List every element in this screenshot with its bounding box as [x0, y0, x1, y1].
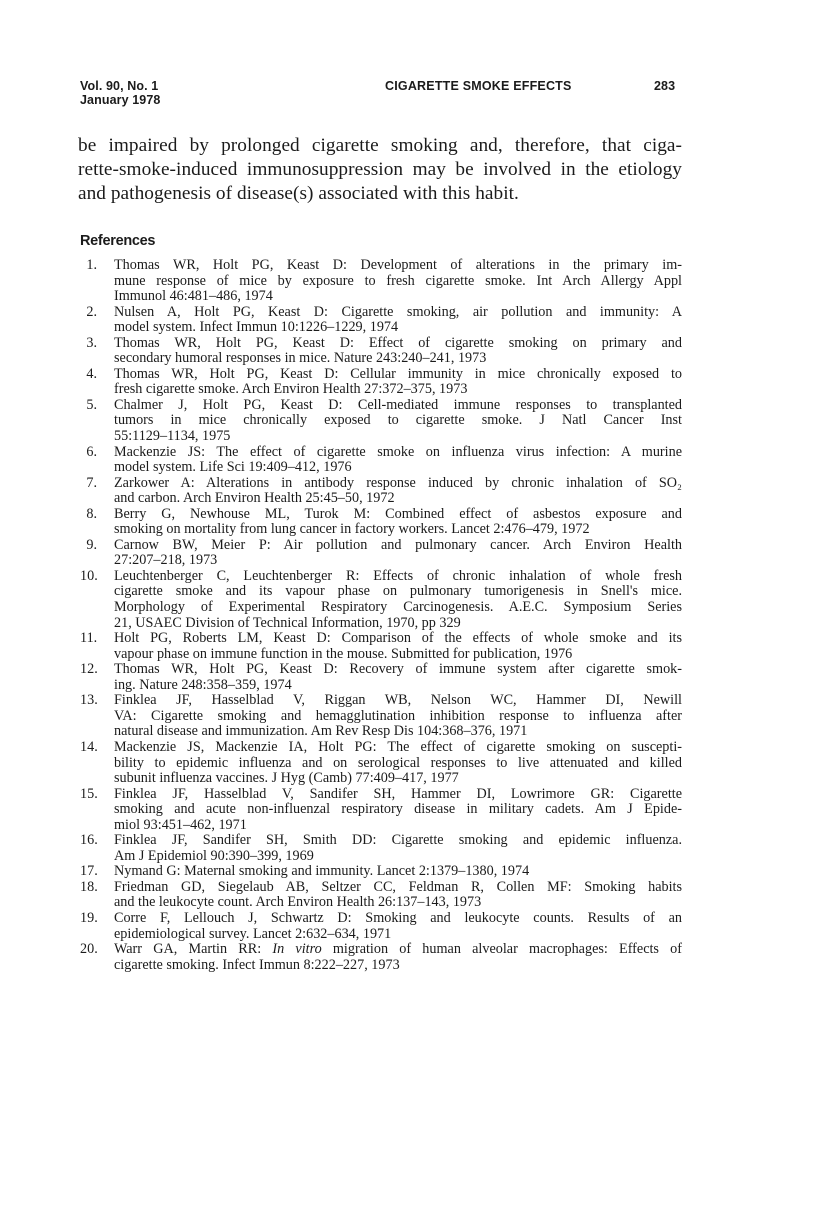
- reference-line: Finklea JF, Hasselblad V, Riggan WB, Nelson WC, Hammer DI, Newill: [114, 692, 682, 709]
- reference-line: 55:1129–1134, 1975: [114, 428, 231, 445]
- reference-line: smoking and acute non-influenzal respiratory disease in military cadets. Am J Epide-: [114, 801, 682, 818]
- reference-text: [114, 942, 682, 973]
- reference-number: 19.: [80, 909, 98, 926]
- reference-number: 15.: [80, 785, 98, 802]
- reference-item: [80, 631, 682, 662]
- reference-number: 4.: [86, 365, 97, 382]
- reference-line: natural disease and immunization. Am Rev Resp Dis 104:368–376, 1971: [114, 723, 528, 740]
- reference-text: [114, 880, 682, 911]
- intro-paragraph: [78, 134, 682, 206]
- reference-line: Friedman GD, Siegelaub AB, Seltzer CC, Feldman R, Collen MF: Smoking habits: [114, 878, 682, 895]
- reference-line: Holt PG, Roberts LM, Keast D: Comparison of the effects of whole smoke and its: [114, 630, 682, 647]
- reference-text: [114, 833, 682, 864]
- reference-item: [80, 507, 682, 538]
- reference-number: 7.: [86, 474, 97, 491]
- reference-line: Carnow BW, Meier P: Air pollution and pulmonary cancer. Arch Environ Health: [114, 536, 682, 553]
- reference-text: [114, 367, 682, 398]
- reference-item: [80, 911, 682, 942]
- reference-line: Am J Epidemiol 90:390–399, 1969: [114, 847, 314, 864]
- reference-text: [114, 787, 682, 834]
- intro-line: and pathogenesis of disease(s) associated with this habit.: [78, 183, 519, 204]
- reference-line: and carbon. Arch Environ Health 25:45–50, 1972: [114, 490, 395, 507]
- reference-number: 20.: [80, 941, 98, 958]
- reference-line: Immunol 46:481–486, 1974: [114, 288, 273, 305]
- reference-text: [114, 911, 682, 942]
- reference-line: Thomas WR, Holt PG, Keast D: Recovery of immune system after cigarette smok-: [114, 661, 682, 678]
- reference-item: [80, 398, 682, 445]
- reference-line: Thomas WR, Holt PG, Keast D: Cellular immunity in mice chronically exposed to: [114, 365, 682, 382]
- reference-item: [80, 833, 682, 864]
- reference-item: [80, 693, 682, 740]
- reference-number: 14.: [80, 738, 98, 755]
- page-number: 283: [654, 79, 676, 93]
- reference-number: 11.: [80, 630, 98, 647]
- references-heading: References: [80, 233, 156, 249]
- reference-number: 8.: [86, 505, 97, 522]
- reference-line: subunit influenza vaccines. J Hyg (Camb) 77:409–417, 1977: [114, 770, 459, 787]
- reference-line: cigarette smoking. Infect Immun 8:222–227, 1973: [114, 956, 400, 973]
- reference-line: 27:207–218, 1973: [114, 552, 218, 569]
- reference-line: Warr GA, Martin RR: In vitro migration of human alveolar macrophages: Effects of: [114, 941, 682, 958]
- volume-issue: Vol. 90, No. 1: [80, 79, 159, 93]
- reference-line: Zarkower A: Alterations in antibody response induced by chronic inhalation of SO₂: [114, 474, 682, 491]
- reference-line: VA: Cigarette smoking and hemagglutination inhibition response to influenza after: [114, 707, 682, 724]
- reference-text: [114, 538, 682, 569]
- reference-line: model system. Life Sci 19:409–412, 1976: [114, 459, 352, 476]
- reference-item: [80, 538, 682, 569]
- reference-item: [80, 569, 682, 631]
- reference-line: Finklea JF, Hasselblad V, Sandifer SH, Hammer DI, Lowrimore GR: Cigarette: [114, 785, 682, 802]
- reference-number: 17.: [80, 863, 98, 880]
- reference-line: cigarette smoke and its vapour phase on pulmonary tumorigenesis in Snell's mice.: [114, 583, 682, 600]
- reference-line: model system. Infect Immun 10:1226–1229, 1974: [114, 319, 399, 336]
- reference-line: Nulsen A, Holt PG, Keast D: Cigarette smoking, air pollution and immunity: A: [114, 303, 682, 320]
- reference-line: Corre F, Lellouch J, Schwartz D: Smoking and leukocyte counts. Results of an: [114, 909, 682, 926]
- issue-date: January 1978: [80, 93, 161, 107]
- reference-number: 16.: [80, 832, 98, 849]
- reference-number: 3.: [86, 334, 97, 351]
- reference-line: bility to epidemic influenza and on serological responses to live attenuated and killed: [114, 754, 682, 771]
- reference-text: [114, 445, 682, 476]
- running-title: CIGARETTE SMOKE EFFECTS: [385, 79, 572, 93]
- intro-line: be impaired by prolonged cigarette smoking and, therefore, that ciga-: [78, 135, 682, 156]
- reference-text: [114, 740, 682, 787]
- reference-item: [80, 367, 682, 398]
- reference-text: [114, 507, 682, 538]
- reference-line: Nymand G: Maternal smoking and immunity. Lancet 2:1379–1380, 1974: [114, 863, 530, 880]
- reference-text: [114, 398, 682, 445]
- reference-item: [80, 305, 682, 336]
- reference-line: Thomas WR, Holt PG, Keast D: Effect of cigarette smoking on primary and: [114, 334, 682, 351]
- reference-item: [80, 476, 682, 507]
- reference-line: ing. Nature 248:358–359, 1974: [114, 676, 292, 693]
- reference-list: [80, 258, 682, 973]
- reference-number: 9.: [86, 536, 97, 553]
- reference-line: Leuchtenberger C, Leuchtenberger R: Effects of chronic inhalation of whole fresh: [114, 567, 682, 584]
- reference-text: [114, 693, 682, 740]
- reference-text: [114, 476, 682, 507]
- reference-line: tumors in mice chronically exposed to cigarette smoke. J Natl Cancer Inst: [114, 412, 682, 429]
- reference-number: 13.: [80, 692, 98, 709]
- reference-text: [114, 305, 682, 336]
- reference-item: [80, 864, 682, 880]
- reference-number: 10.: [80, 567, 98, 584]
- reference-line: and the leukocyte count. Arch Environ Health 26:137–143, 1973: [114, 894, 482, 911]
- reference-line: Mackenzie JS: The effect of cigarette smoke on influenza virus infection: A murine: [114, 443, 682, 460]
- reference-number: 5.: [86, 396, 97, 413]
- reference-number: 6.: [86, 443, 97, 460]
- reference-line: Mackenzie JS, Mackenzie IA, Holt PG: The effect of cigarette smoking on suscepti-: [114, 738, 682, 755]
- reference-text: [114, 258, 682, 305]
- reference-item: [80, 787, 682, 834]
- reference-line: secondary humoral responses in mice. Nature 243:240–241, 1973: [114, 350, 487, 367]
- reference-item: [80, 445, 682, 476]
- reference-number: 2.: [86, 303, 97, 320]
- reference-item: [80, 258, 682, 305]
- reference-text: [114, 662, 682, 693]
- reference-text: [114, 631, 682, 662]
- reference-line: Thomas WR, Holt PG, Keast D: Development of alterations in the primary im-: [114, 257, 682, 273]
- reference-number: 1.: [86, 257, 97, 273]
- reference-line: epidemiological survey. Lancet 2:632–634, 1971: [114, 925, 392, 942]
- reference-number: 12.: [80, 661, 98, 678]
- reference-item: [80, 740, 682, 787]
- reference-item: [80, 336, 682, 367]
- reference-line: Chalmer J, Holt PG, Keast D: Cell-mediated immune responses to transplanted: [114, 396, 682, 413]
- reference-line: Morphology of Experimental Respiratory Carcinogenesis. A.E.C. Symposium Series: [114, 599, 682, 616]
- reference-line: Finklea JF, Sandifer SH, Smith DD: Cigarette smoking and epidemic influenza.: [114, 832, 682, 849]
- intro-line: rette-smoke-induced immunosuppression may be involved in the etiology: [78, 159, 682, 180]
- reference-line: mune response of mice by exposure to fresh cigarette smoke. Int Arch Allergy Appl: [114, 272, 682, 289]
- reference-line: smoking on mortality from lung cancer in factory workers. Lancet 2:476–479, 1972: [114, 521, 590, 538]
- reference-item: [80, 880, 682, 911]
- reference-text: [114, 569, 682, 631]
- reference-item: [80, 942, 682, 973]
- reference-line: fresh cigarette smoke. Arch Environ Health 27:372–375, 1973: [114, 381, 468, 398]
- reference-number: 18.: [80, 878, 98, 895]
- reference-line: vapour phase on immune function in the mouse. Submitted for publication, 1976: [114, 645, 573, 662]
- reference-line: miol 93:451–462, 1971: [114, 816, 247, 833]
- reference-text: [114, 864, 682, 880]
- reference-item: [80, 662, 682, 693]
- reference-line: 21, USAEC Division of Technical Information, 1970, pp 329: [114, 614, 461, 631]
- reference-line: Berry G, Newhouse ML, Turok M: Combined effect of asbestos exposure and: [114, 505, 682, 522]
- reference-text: [114, 336, 682, 367]
